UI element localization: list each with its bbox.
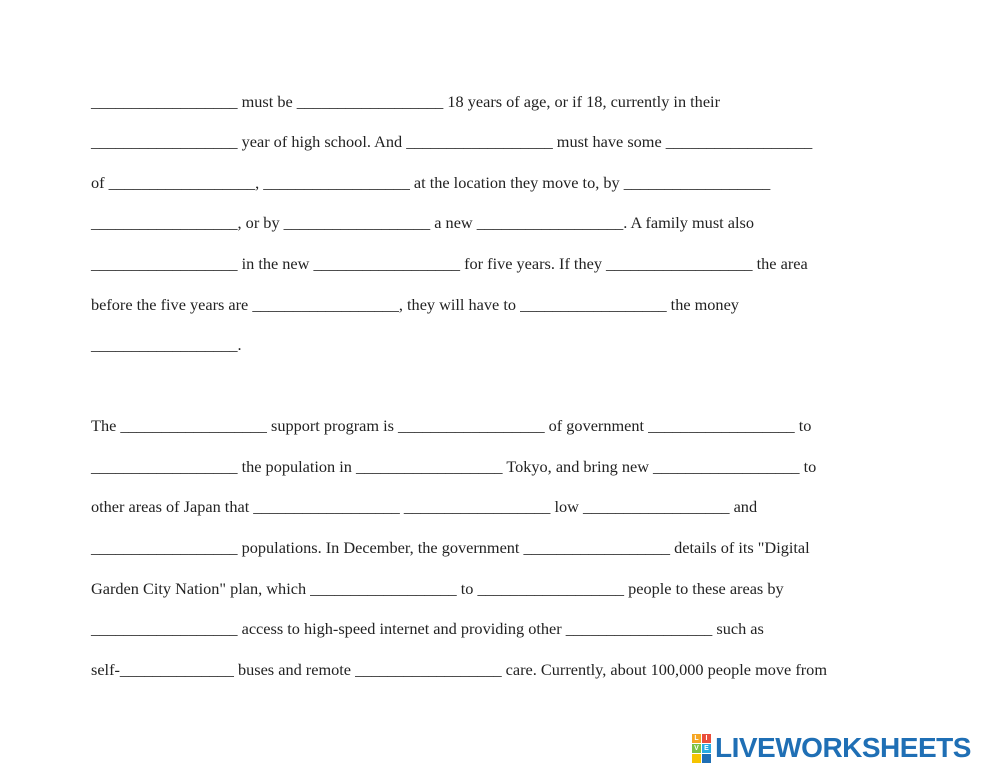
logo-mark-cell: E [702,744,711,753]
paragraph2-line-3: other areas of Japan that __________________ __________________ low __________________ and [91,497,758,516]
paragraph2-line-5: Garden City Nation" plan, which __________________ to __________________ people to these areas by [91,579,784,598]
paragraph2-line-1: The __________________ support program is __________________ of government __________________ to [91,416,812,435]
paragraph1-line-3: of __________________, __________________ at the location they move to, by __________________ [91,173,771,192]
paragraph1-line-5: __________________ in the new __________________ for five years. If they __________________ the area [91,254,808,273]
paragraph1-line-4: __________________, or by __________________ a new __________________. A family must also [91,213,754,232]
paragraph2-line-6: __________________ access to high-speed internet and providing other __________________ such as [91,619,764,638]
paragraph2-line-4: __________________ populations. In December, the government __________________ details of its "Digital [91,538,810,557]
paragraph1-line-1: __________________ must be __________________ 18 years of age, or if 18, currently in their [91,92,720,111]
logo-mark-cell: V [692,744,701,753]
paragraph2-line-2: __________________ the population in __________________ Tokyo, and bring new __________________ to [91,457,817,476]
paragraph2-line-7: self-______________ buses and remote __________________ care. Currently, about 100,000 people move from [91,660,827,679]
logo-mark-cell: I [702,734,711,743]
liveworksheets-logo[interactable] [692,733,971,763]
paragraph1-line-6: before the five years are __________________, they will have to __________________ the money [91,295,739,314]
liveworksheets-logo-icon [692,734,711,763]
logo-mark-cell: L [692,734,701,743]
paragraph1-line-7: __________________. [91,335,242,354]
logo-mark-cell [692,754,701,763]
logo-mark-cell [702,754,711,763]
liveworksheets-logo-text: LIVEWORKSHEETS [715,732,971,763]
paragraph1-line-2: __________________ year of high school. And __________________ must have some __________________ [91,132,813,151]
